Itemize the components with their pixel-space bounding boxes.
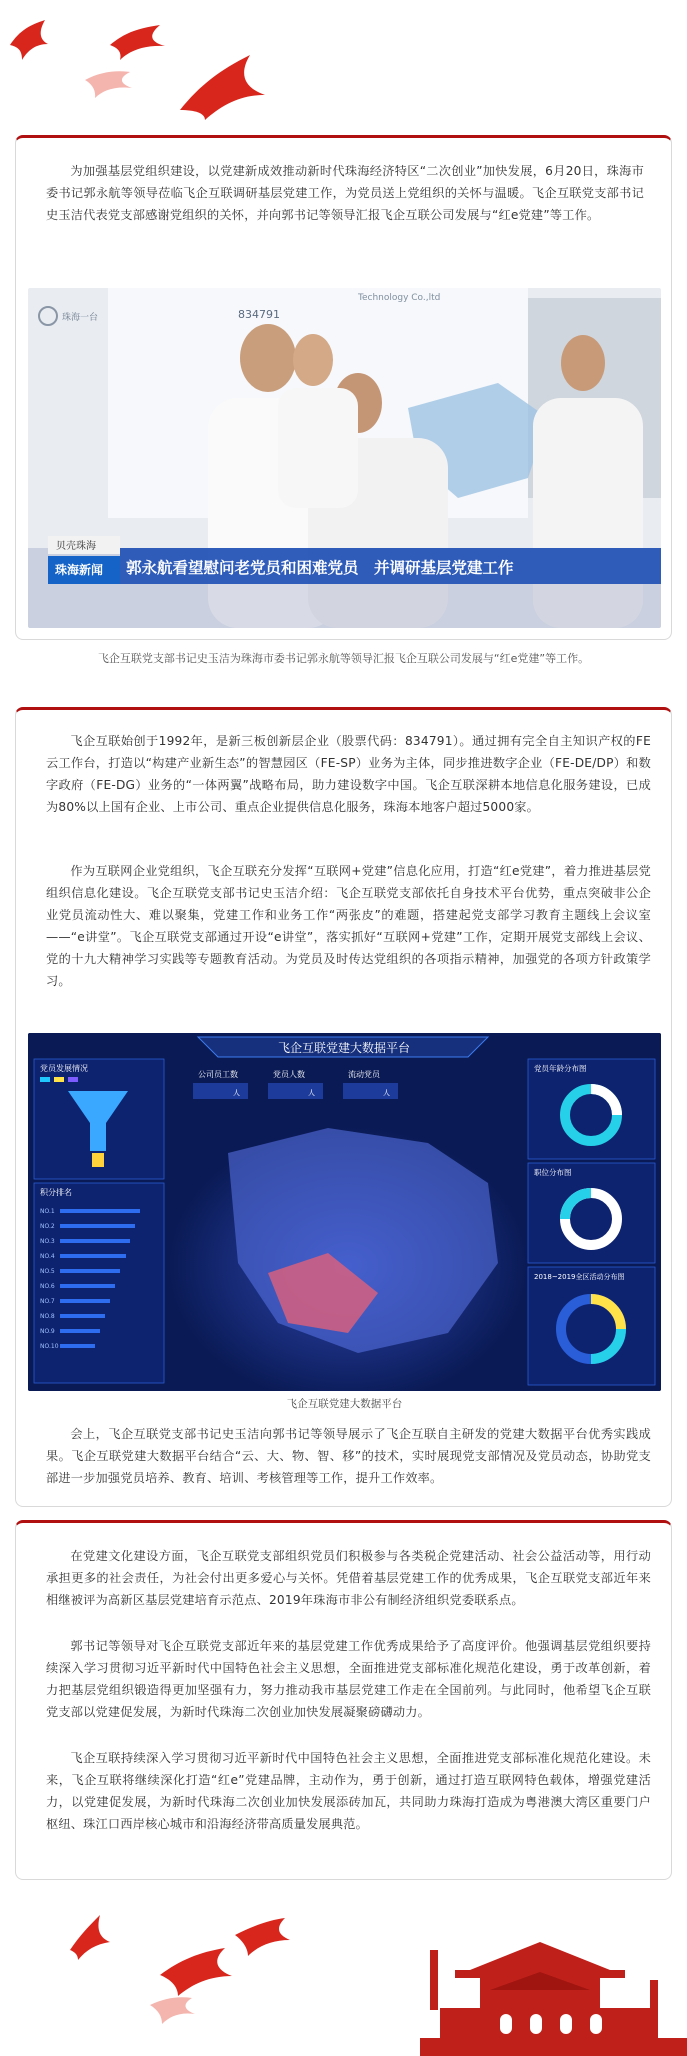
stat-unit: 人 [383, 1089, 390, 1097]
dashboard-screenshot [28, 1033, 661, 1391]
photo-caption: 飞企互联党支部书记史玉洁为珠海市委书记郭永航等领导汇报飞企互联公司发展与“红e党建”等工作。 [97, 652, 590, 665]
rank-row: NO.10 [40, 1343, 59, 1350]
dove-icon [10, 20, 48, 60]
stat-label-employees: 公司员工数 [198, 1070, 238, 1079]
news-tag: 珠海新闻 [55, 563, 104, 577]
meeting-paragraph: 会上，飞企互联党支部书记史玉洁向郭书记等领导展示了飞企互联自主研发的党建大数据平台优秀实践成果。飞企互联党建大数据平台结合“云、大、物、智、移”的技术，实时展现党支部情况及党员动态，协助党支部进一步加强党员培养、教育、培训、考核管理等工作，提升工作效率。 [46, 1427, 651, 1485]
stat-label-members: 党员人数 [273, 1070, 305, 1079]
dove-icon [85, 71, 132, 98]
source-tag: 贝壳珠海 [56, 541, 96, 552]
content-card-3 [15, 1520, 672, 1880]
age-chart-title: 党员年龄分布图 [534, 1064, 587, 1073]
dashboard-left-title: 党员发展情况 [40, 1064, 88, 1073]
rank-row: NO.2 [40, 1223, 55, 1230]
wall-number: 834791 [238, 308, 280, 321]
content-card-1 [15, 135, 672, 640]
culture-paragraph: 在党建文化建设方面，飞企互联党支部组织党员们积极参与各类税企党建活动、社会公益活动等，用行动承担更多的社会责任，为社会付出更多爱心与关怀。凭借着基层党建工作的优秀成果，飞企互联党支部近年来相继被评为高新区基层党建培育示范点、2019年珠海市非公有制经济组织党委联系点。 [46, 1549, 651, 1607]
company-paragraph: 飞企互联始创于1992年，是新三板创新层企业（股票代码：834791）。通过拥有完全自主知识产权的FE云工作台，打造以“构建产业新生态”的智慧园区（FE-SP）业务为主体，同步推进数字企业（FE-DE/DP）和数字政府（FE-DG）业务的“一体两翼”战略布局，助力建设数字中国。飞企互联深耕本地信息化服务建设，已成为80%以上国有企业、上市公司、重点企业提供信息化服务，珠海本地客户超过5000家。 [46, 734, 651, 814]
stat-label-mobile: 流动党员 [348, 1070, 380, 1079]
rank-row: NO.7 [40, 1298, 55, 1305]
future-paragraph: 飞企互联持续深入学习贯彻习近平新时代中国特色社会主义思想，全面推进党支部标准化规范化建设。未来，飞企互联将继续深化打造“红e”党建品牌，主动作为，勇于创新，通过打造互联网特色载体，增强党建活力，以党建促发展，为新时代珠海二次创业加快发展添砖加瓦，共同助力珠海打造成为粤港澳大湾区重要门户枢纽、珠江口西岸核心城市和沿海经济带高质量发展典范。 [46, 1751, 651, 1831]
dashboard-title: 飞企互联党建大数据平台 [277, 1041, 411, 1055]
stat-unit: 人 [308, 1089, 315, 1097]
dashboard-caption: 飞企互联党建大数据平台 [286, 1398, 403, 1410]
news-headline: 郭永航看望慰问老党员和困难党员 并调研基层党建工作 [126, 559, 514, 577]
bottom-decoration [0, 1880, 687, 2056]
rank-row: NO.3 [40, 1238, 55, 1245]
dove-icon [150, 1997, 195, 2024]
dove-icon [180, 55, 265, 120]
wall-company: Technology Co.,ltd [358, 293, 441, 303]
dove-icon [70, 1915, 110, 1960]
tiananmen-icon [420, 1942, 687, 2056]
content-card-2 [15, 707, 672, 1507]
dove-icon [110, 25, 165, 60]
rank-row: NO.5 [40, 1268, 55, 1275]
evaluation-paragraph: 郭书记等领导对飞企互联党支部近年来的基层党建工作优秀成果给予了高度评价。他强调基层党组织要持续深入学习贯彻习近平新时代中国特色社会主义思想，全面推进党支部标准化规范化建设，勇于改革创新，着力把基层党组织锻造得更加坚强有力，努力推动我市基层党建工作走在全国前列。与此同时，他希望飞企互联党支部以党建促发展，为新时代珠海二次创业加快发展凝聚磅礴动力。 [46, 1639, 651, 1719]
rank-row: NO.8 [40, 1313, 55, 1320]
top-doves-decoration [0, 0, 687, 130]
dashboard-rank-title: 积分排名 [40, 1188, 72, 1197]
rank-row: NO.6 [40, 1283, 55, 1290]
station-logo: 珠海一台 [62, 313, 99, 323]
intro-paragraph: 为加强基层党组织建设，以党建新成效推动新时代珠海经济特区“二次创业”加快发展，6月20日，珠海市委书记郭永航等领导莅临飞企互联调研基层党建工作，为党员送上党组织的关怀与温暖。飞企互联党支部书记史玉洁代表党支部感谢党组织的关怀，并向郭书记等领导汇报飞企互联公司发展与“红e党建”等工作。 [46, 164, 644, 222]
party-building-paragraph: 作为互联网企业党组织，飞企互联充分发挥“互联网+党建”信息化应用，打造“红e党建”，着力推进基层党组织信息化建设。飞企互联党支部书记史玉洁介绍：飞企互联党支部依托自身技术平台优势，重点突破非公企业党员流动性大、难以聚集，党建工作和业务工作“两张皮”的难题，搭建起党支部学习教育主题线上会议室——“e讲堂”。飞企互联党支部通过开设“e讲堂”，落实抓好“互联网+党建”工作，定期开展党支部线上会议、党的十九大精神学习实践等专题教育活动。为党员及时传达党组织的各项指示精神，加强党的各项方针政策学习。 [46, 864, 651, 988]
rank-row: NO.9 [40, 1328, 55, 1335]
news-photo [28, 288, 661, 628]
position-chart-title: 职位分布图 [534, 1168, 572, 1177]
dove-icon [235, 1918, 290, 1956]
rank-row: NO.1 [40, 1208, 55, 1215]
stat-unit: 人 [233, 1089, 240, 1097]
dove-icon [160, 1948, 232, 1996]
rank-row: NO.4 [40, 1253, 55, 1260]
activity-chart-title: 2018~2019全区活动分布图 [534, 1273, 625, 1281]
